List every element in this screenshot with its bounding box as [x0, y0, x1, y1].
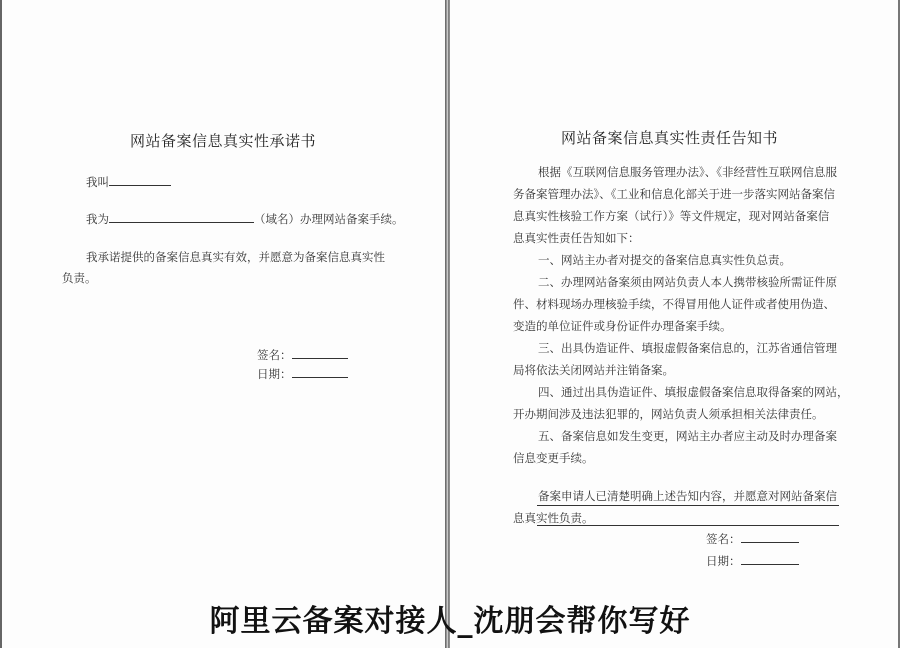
domain-line-suffix: （域名）办理网站备案手续。	[254, 212, 404, 226]
notice-line-11: 四、通过出具伪造证件、填报虚假备案信息取得备案的网站，	[538, 385, 849, 399]
left-sign-label: 签名：	[257, 348, 292, 362]
notice-line-10: 局将依法关闭网站并注销备案。	[513, 363, 674, 377]
right-date-line	[706, 550, 799, 572]
right-sign-label: 签名：	[706, 532, 741, 546]
domain-line-prefix: 我为	[86, 212, 109, 226]
notice-line-4: 息真实性责任告知如下：	[513, 231, 640, 245]
notice-line-1: 根据《互联网信息服务管理办法》、《非经营性互联网信息服	[538, 165, 837, 179]
right-date-blank	[741, 550, 799, 565]
page-divider	[445, 0, 450, 648]
domain-blank	[109, 208, 254, 223]
notice-line-6: 二、办理网站备案须由网站负责人本人携带核验所需证件原	[538, 275, 837, 289]
notice-line-7: 件、材料现场办理核验手续，不得冒用他人证件或者使用伪造、	[513, 297, 835, 311]
notice-line-3: 息真实性核验工作方案（试行）》等文件规定，现对网站备案信	[513, 209, 830, 223]
left-date-line	[257, 363, 348, 385]
name-line	[86, 171, 171, 193]
left-date-blank	[292, 363, 348, 378]
ack-line-1: 备案申请人已清楚明确上述告知内容，并愿意对网站备案信	[538, 489, 837, 503]
signature-rule-2	[537, 525, 839, 526]
domain-line	[86, 208, 404, 230]
name-line-prefix: 我叫	[86, 175, 109, 189]
left-sign-blank	[292, 344, 348, 359]
right-sign-line	[706, 528, 799, 550]
promise-line-2: 负责。	[62, 271, 97, 285]
left-date-label: 日期：	[257, 367, 292, 381]
ack-line-2: 息真实性负责。	[513, 511, 594, 525]
left-page-title: 网站备案信息真实性承诺书	[130, 132, 317, 150]
notice-line-14: 信息变更手续。	[513, 451, 594, 465]
notice-line-12: 开办期间涉及违法犯罪的，网站负责人须承担相关法律责任。	[513, 407, 824, 421]
notice-line-2: 务备案管理办法》、《工业和信息化部关于进一步落实网站备案信	[513, 187, 835, 201]
notice-line-13: 五、备案信息如发生变更，网站主办者应主动及时办理备案	[538, 429, 837, 443]
right-page-title: 网站备案信息真实性责任告知书	[561, 129, 779, 147]
notice-line-5: 一、网站主办者对提交的备案信息真实性负总责。	[538, 253, 791, 267]
left-document-page	[0, 0, 447, 648]
notice-line-8: 变造的单位证件或身份证件办理备案手续。	[513, 319, 732, 333]
right-sign-blank	[741, 528, 799, 543]
right-date-label: 日期：	[706, 554, 741, 568]
notice-line-9: 三、出具伪造证件、填报虚假备案信息的，江苏省通信管理	[538, 341, 837, 355]
name-blank	[109, 171, 171, 186]
signature-rule-1	[537, 505, 839, 506]
left-page-edge	[0, 0, 2, 648]
promise-line-1: 我承诺提供的备案信息真实有效，并愿意为备案信息真实性	[86, 250, 385, 264]
overlay-caption: 阿里云备案对接人_沈朋会帮你写好	[209, 604, 691, 639]
